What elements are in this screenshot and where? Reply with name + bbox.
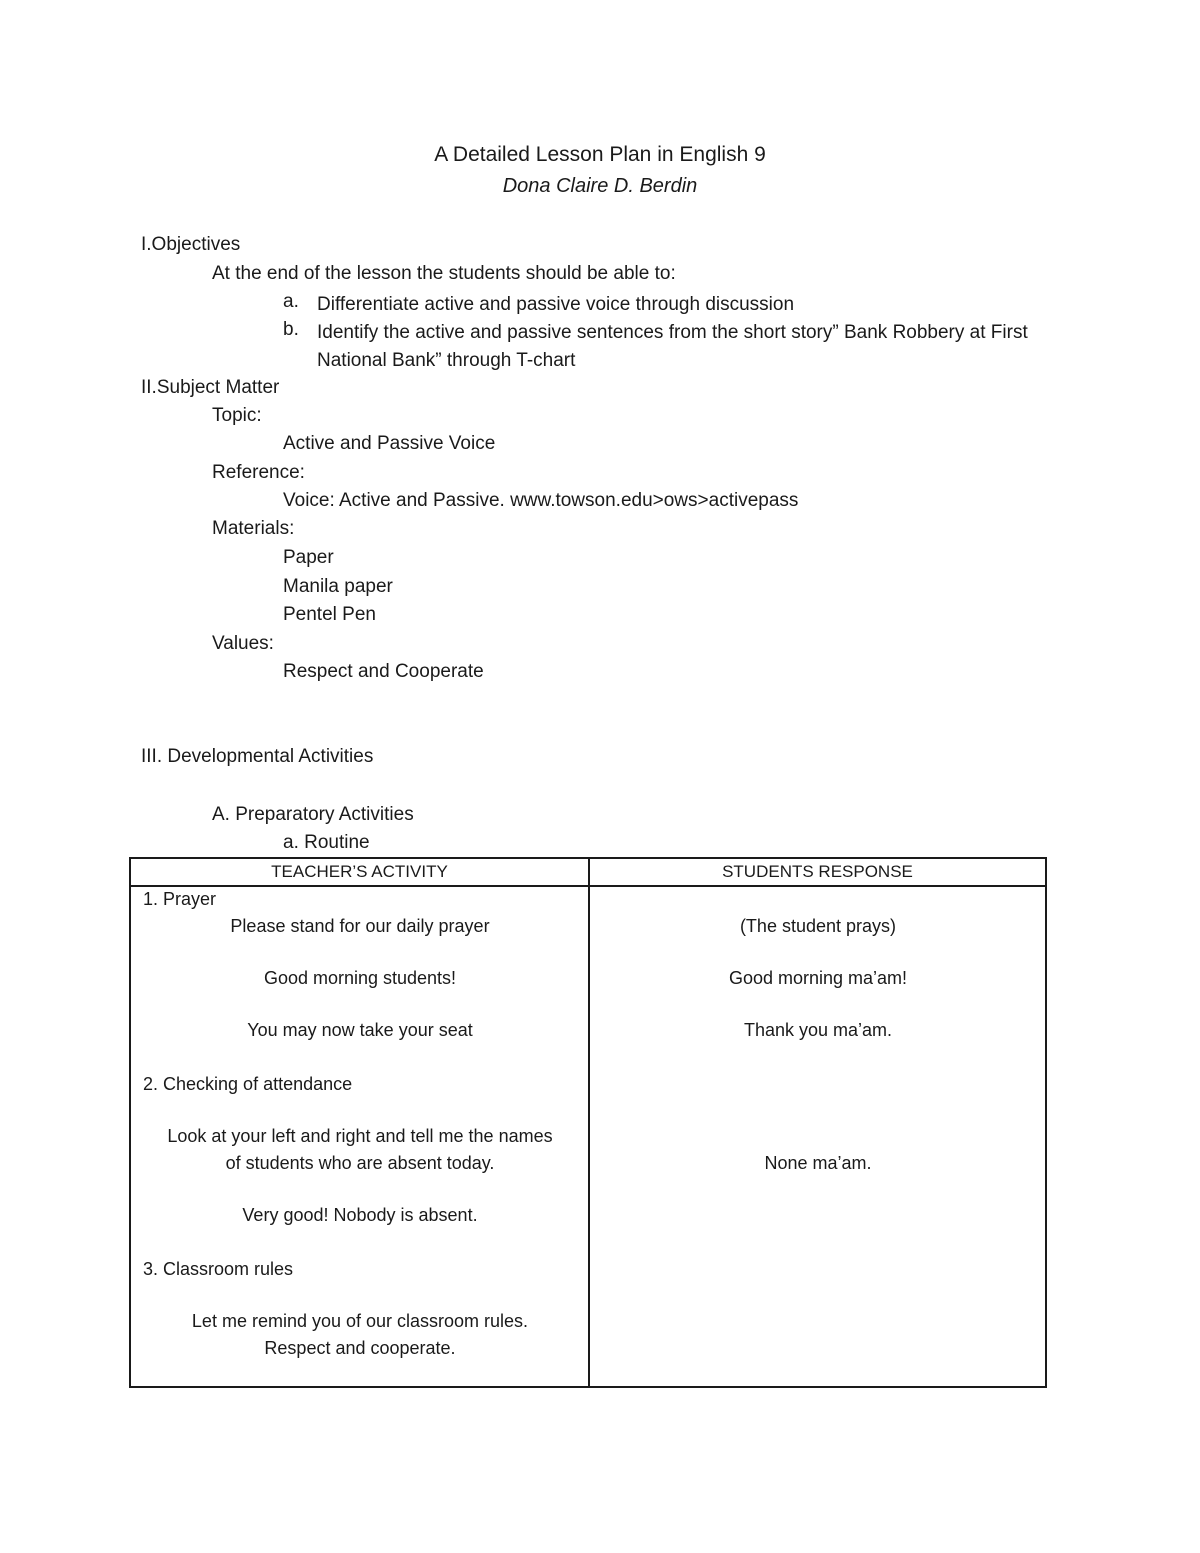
teacher-activity-header: TEACHER’S ACTIVITY: [130, 858, 589, 886]
subject-matter-heading: II.Subject Matter: [141, 377, 280, 398]
values-label: Values:: [212, 633, 274, 654]
students-response-header: STUDENTS RESPONSE: [589, 858, 1046, 886]
teacher-activity-cell: [130, 886, 589, 1387]
student-greeting-line: Good morning ma’am!: [728, 968, 908, 988]
prayer-line: Please stand for our daily prayer: [230, 916, 490, 936]
rules-line-1: Let me remind you of our classroom rules.: [191, 1311, 529, 1331]
preparatory-heading: A. Preparatory Activities: [212, 804, 414, 825]
materials-label: Materials:: [212, 518, 295, 539]
document-title: A Detailed Lesson Plan in English 9: [434, 143, 766, 166]
students-response-cell: [589, 886, 1046, 1387]
rules-label: 3. Classroom rules: [143, 1259, 294, 1279]
objective-item-b: [283, 319, 1063, 379]
student-none-line: None ma’am.: [764, 1153, 872, 1173]
prayer-label: 1. Prayer: [143, 889, 217, 909]
rules-line-2: Respect and cooperate.: [264, 1338, 456, 1358]
material-item: Paper: [283, 547, 334, 568]
material-item: Pentel Pen: [283, 604, 376, 625]
objectives-intro: At the end of the lesson the students should be able to:: [212, 263, 676, 284]
objective-item-a: [283, 291, 1063, 321]
material-item: Manila paper: [283, 576, 393, 597]
student-thanks-line: Thank you ma’am.: [743, 1020, 893, 1040]
routine-table: [129, 857, 1047, 1388]
attendance-label: 2. Checking of attendance: [143, 1074, 353, 1094]
topic-value: Active and Passive Voice: [283, 433, 496, 454]
student-prays-line: (The student prays): [739, 916, 897, 936]
objective-text: Identify the active and passive sentences from the short story” Bank Robbery at First National Bank” through T-chart: [317, 322, 1028, 371]
nobody-absent-line: Very good! Nobody is absent.: [242, 1205, 478, 1225]
table-row: [130, 886, 1046, 1387]
routine-heading: a. Routine: [283, 832, 370, 853]
values-value: Respect and Cooperate: [283, 661, 484, 682]
topic-label: Topic:: [212, 405, 262, 426]
attendance-line-1: Look at your left and right and tell me the names: [167, 1126, 553, 1146]
objectives-heading: I.Objectives: [141, 234, 241, 255]
developmental-heading: III. Developmental Activities: [141, 746, 374, 767]
greeting-line: Good morning students!: [263, 968, 457, 988]
reference-label: Reference:: [212, 462, 305, 483]
seat-line: You may now take your seat: [247, 1020, 473, 1040]
document-author: Dona Claire D. Berdin: [502, 175, 698, 197]
table-header-row: [130, 858, 1046, 886]
objective-text: Differentiate active and passive voice through discussion: [317, 294, 795, 315]
objective-letter: b.: [283, 319, 299, 340]
attendance-line-2: of students who are absent today.: [225, 1153, 495, 1173]
reference-value: Voice: Active and Passive. www.towson.edu>ows>activepass: [283, 490, 799, 511]
objective-letter: a.: [283, 291, 299, 312]
